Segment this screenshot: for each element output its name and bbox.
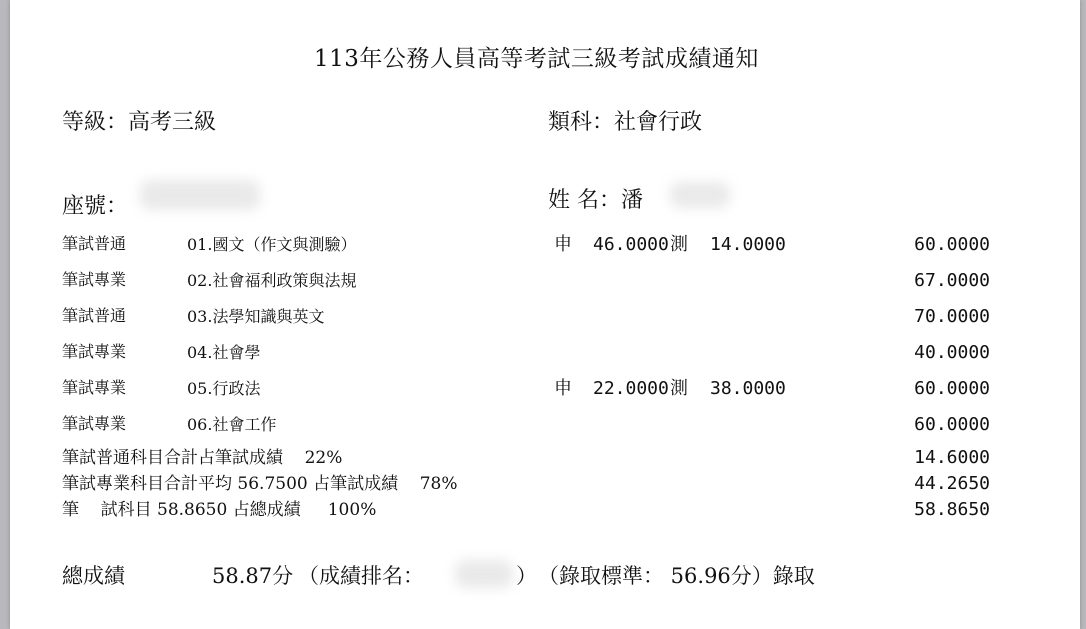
summary-general-value: 14.6000	[914, 447, 990, 468]
test-mark: 測	[670, 378, 688, 399]
seat-label: 座號：	[62, 194, 129, 219]
redacted-name	[670, 182, 730, 208]
admission-standard: （錄取標準： 56.96分）錄取	[538, 564, 815, 588]
summary-professional-text: 筆試專業科目合計平均 56.7500 占筆試成績 78%	[62, 474, 458, 494]
category-label: 類科：	[548, 110, 615, 135]
subject-name: 06.社會工作	[187, 415, 277, 434]
subject-type: 筆試專業	[62, 342, 127, 361]
subject-score: 40.0000	[914, 342, 990, 363]
essay-mark: 申	[554, 234, 572, 255]
subject-name: 01.國文（作文與測驗）	[187, 235, 357, 254]
name-field	[548, 190, 643, 212]
total-label: 總成績	[62, 564, 125, 588]
grade-value: 高考三級	[128, 110, 217, 135]
score-notice-page	[10, 0, 1080, 629]
redacted-rank	[455, 560, 513, 588]
category-field	[548, 112, 702, 134]
subject-score: 60.0000	[914, 414, 990, 435]
subject-name: 05.行政法	[187, 379, 261, 398]
summary-general-text: 筆試普通科目合計占筆試成績 22%	[62, 448, 343, 468]
essay-mark: 申	[554, 378, 572, 399]
summary-overall-value: 58.8650	[914, 499, 990, 520]
summary-overall-text: 筆 試科目 58.8650 占總成績 100%	[62, 500, 377, 520]
grade-label: 等級：	[62, 110, 129, 135]
subject-score: 70.0000	[914, 306, 990, 327]
subject-type: 筆試普通	[62, 234, 127, 253]
rank-open: （成績排名：	[298, 564, 424, 588]
essay-score: 22.0000	[593, 378, 669, 399]
subject-score: 60.0000	[914, 234, 990, 255]
test-mark: 測	[670, 234, 688, 255]
subject-name: 03.法學知識與英文	[187, 307, 325, 326]
test-score: 14.0000	[710, 234, 786, 255]
subject-name: 04.社會學	[187, 343, 261, 362]
category-value: 社會行政	[614, 110, 703, 135]
subject-score: 67.0000	[914, 270, 990, 291]
name-value: 潘	[621, 188, 644, 213]
subject-type: 筆試普通	[62, 306, 127, 325]
subject-type: 筆試專業	[62, 270, 127, 289]
subject-type: 筆試專業	[62, 414, 127, 433]
summary-professional-value: 44.2650	[914, 473, 990, 494]
page-title: 113年公務人員高等考試三級考試成績通知	[314, 46, 759, 72]
subject-score: 60.0000	[914, 378, 990, 399]
subject-type: 筆試專業	[62, 378, 127, 397]
redacted-seat-number	[140, 180, 260, 210]
total-score: 58.87分	[212, 564, 294, 588]
grade-field	[62, 112, 216, 134]
subject-name: 02.社會福利政策與法規	[187, 271, 357, 290]
test-score: 38.0000	[710, 378, 786, 399]
name-label: 姓 名：	[548, 188, 621, 213]
rank-close: ）	[516, 564, 537, 588]
essay-score: 46.0000	[593, 234, 669, 255]
